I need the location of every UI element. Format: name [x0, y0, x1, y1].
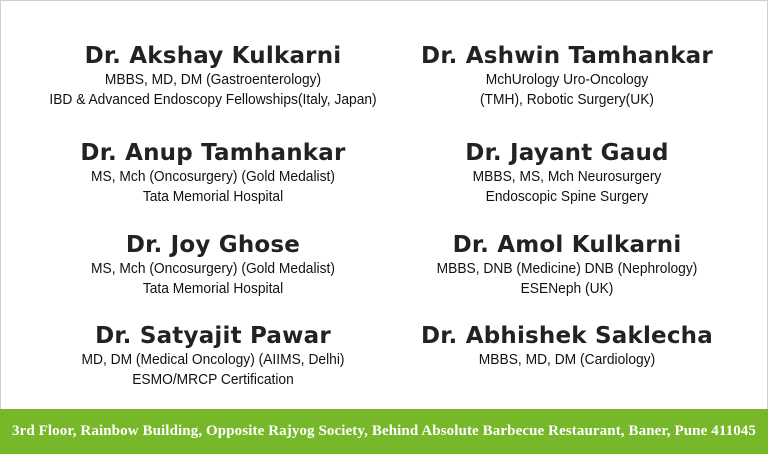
doctor-specialization: IBD & Advanced Endoscopy Fellowships(Italy, Japan) — [49, 91, 377, 108]
doctor-entry-anup-tamhankar — [33, 139, 393, 207]
doctor-entry-amol-kulkarni — [387, 231, 747, 299]
doctor-qualification: MchUrology Uro-Oncology — [485, 71, 649, 88]
doctor-specialization: ESENeph (UK) — [520, 280, 614, 297]
doctor-entry-ashwin-tamhankar — [387, 42, 747, 110]
doctor-qualification: MBBS, MS, Mch Neurosurgery — [472, 168, 662, 185]
doctor-name: Dr. Akshay Kulkarni — [84, 43, 342, 69]
doctor-specialization: Tata Memorial Hospital — [142, 188, 284, 205]
doctor-name: Dr. Abhishek Saklecha — [421, 323, 713, 349]
doctor-specialization: (TMH), Robotic Surgery(UK) — [479, 91, 655, 108]
doctor-name: Dr. Satyajit Pawar — [95, 323, 331, 349]
doctor-specialization: Endoscopic Spine Surgery — [485, 188, 649, 205]
doctor-qualification: MD, DM (Medical Oncology) (AIIMS, Delhi) — [81, 351, 345, 368]
doctor-name: Dr. Anup Tamhankar — [80, 140, 346, 166]
doctor-qualification: MBBS, MD, DM (Cardiology) — [478, 351, 656, 368]
doctor-name: Dr. Jayant Gaud — [465, 140, 669, 166]
doctor-entry-abhishek-saklecha — [387, 322, 747, 370]
doctor-qualification: MBBS, MD, DM (Gastroenterology) — [104, 71, 322, 88]
doctor-entry-joy-ghose — [33, 231, 393, 299]
doctor-entry-satyajit-pawar — [33, 322, 393, 390]
doctor-qualification: MS, Mch (Oncosurgery) (Gold Medalist) — [91, 260, 335, 277]
doctor-entry-jayant-gaud — [387, 139, 747, 207]
doctor-name: Dr. Ashwin Tamhankar — [421, 43, 713, 69]
doctor-qualification: MBBS, DNB (Medicine) DNB (Nephrology) — [436, 260, 698, 277]
doctor-qualification: MS, Mch (Oncosurgery) (Gold Medalist) — [91, 168, 335, 185]
address-footer — [0, 409, 768, 454]
doctor-specialization: ESMO/MRCP Certification — [132, 371, 294, 388]
doctor-entry-akshay-kulkarni — [33, 42, 393, 110]
doctor-name: Dr. Amol Kulkarni — [452, 232, 682, 258]
address-text: 3rd Floor, Rainbow Building, Opposite Rajyog Society, Behind Absolute Barbecue Restaurant, Baner, Pune 411045 — [11, 423, 757, 439]
doctor-name: Dr. Joy Ghose — [125, 232, 301, 258]
doctor-specialization: Tata Memorial Hospital — [142, 280, 284, 297]
